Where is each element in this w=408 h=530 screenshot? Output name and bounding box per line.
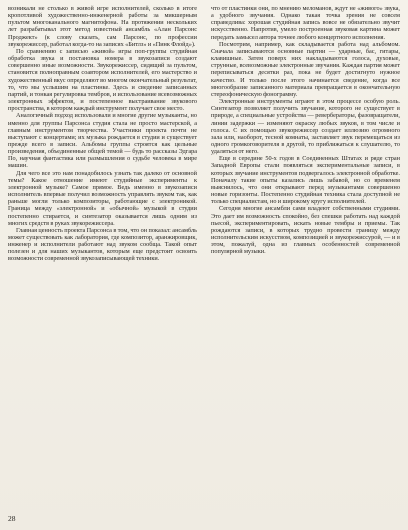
paragraph: что от пластинки они, по мнению меломанов, ждут не «живого» звука, а удобного звучания. Однако такая точка зрения не совсем справедлива: хорошая студийная запись вовсе не обязательно звучит искусственно. Напротив, умело построенная звуковая картина может передать замысел автора точнее любого концертного исполнения. bbox=[211, 5, 400, 41]
paragraph: Электронные инструменты играют в этом процессе особую роль. Синтезатор позволяет получить звучание, которого не существует в природе, а специальные устройства — ревербераторы, фазовращатели, линии задержки — изменяют окраску любых звуков, в том числе и голоса. С их помощью звукорежиссер создает иллюзию огромного зала или, наоборот, тесной комнаты, заставляет звук перемещаться из одного громкоговорителя в другой, то приближаться к слушателю, то удаляться от него. bbox=[211, 98, 400, 156]
paragraph: Посмотрим, например, как складывается работа над альбомом. Сначала записываются основные партии — ударные, бас, гитары, клавишные. Затем поверх них накладываются голоса, духовые, струнные, всевозможные электронные звучания. Каждая партия может переписываться десятки раз, пока не будет достигнуто нужное качество. И только после этого начинается сведение, когда все многообразие записанного материала превращается в окончательную стереофоническую фонограмму. bbox=[211, 40, 400, 98]
paragraph: По сравнению с записью «живой» игры поп-группы студийная обработка звука и постановка номера в звукозаписи создают совершенно иные возможности. Звукорежиссер, сидящий за пультом, становится полноправным соавтором исполнителей, его мастерство и художественный вкус определяют во многом окончательный результат, то, что мы услышим на пластинке. Здесь и сведение записанных партий, и тонкая регулировка тембров, и использование всевозможных электронных эффектов, и постепенное выстраивание звукового пространства, в котором каждый инструмент получает свое место. bbox=[8, 47, 197, 113]
paragraph: Аналогичный подход использовали и многие другие музыканты, но именно для группы Парсонса студия стала не просто мастерской, а главным инструментом творчества. Участники проекта почти не выступают с концертами; их музыка рождается в студии и существует прежде всего в записи. Альбомы группы строятся как цельные произведения, объединенные общей темой — будь то рассказы Эдгара По, научная фантастика или размышления о судьбе человека в мире машин. bbox=[8, 112, 197, 170]
page-number: 28 bbox=[8, 514, 16, 523]
text-columns bbox=[8, 5, 400, 510]
right-column bbox=[211, 5, 400, 510]
paragraph: Главная ценность проекта Парсонса в том, что он показал: ансамбль может существовать как лаборатория, где композитор, аранжировщик, инженер и исполнители работают над звуком сообща. Такой опыт полезен и для наших музыкантов, которым еще предстоит освоить возможности современной звукозаписывающей техники. bbox=[8, 226, 197, 263]
paragraph: Для чего все это нам понадобилось узнать так далеко от основной темы? Какое отношение имеют студийные эксперименты к электронной музыке? Самое прямое. Ведь именно в звукозаписи исполнитель впервые получил возможность управлять звуком так, как раньше могли только композиторы, работающие с электроникой. Граница между «электронной» и «обычной» музыкой в студии постепенно стирается, и синтезатор оказывается лишь одним из многих средств в руках звукорежиссера. bbox=[8, 169, 197, 227]
paragraph: Сегодня многие ансамбли сами владеют собственными студиями. Это дает им возможность спокойно, без спешки работать над каждой пьесой, экспериментировать, искать новые тембры и приемы. Так рождаются записи, в которых трудно провести границу между исполнительским искусством, композицией и звукорежиссурой, — и в этом, пожалуй, одна из главных особенностей современной популярной музыки. bbox=[211, 205, 400, 256]
left-column bbox=[8, 5, 197, 510]
paragraph: Еще в середине 50-х годов в Соединенных Штатах и ряде стран Западной Европы стали появляться экспериментальные записи, в которых звучание инструментов подвергалось электронной обработке. Поначалу такие опыты казались лишь забавой, но со временем выяснилось, что они открывают перед музыкантами совершенно новые горизонты. Постепенно студийная техника стала доступной не только специалистам, но и широкому кругу исполнителей. bbox=[211, 155, 400, 206]
paragraph: возникали не столько в живой игре исполнителей, сколько в итоге кропотливой художественно-инженерной работы за микшерным пультом многоканального магнитофона. На протяжении нескольких лет разрабатывал этот метод известный ансамбль «Алан Парсонс Проджект» (к слову сказать, сам Парсонс, по профессии звукорежиссер, работал когда-то на записях «Битлз» и «Пинк Флойд»). bbox=[8, 5, 197, 48]
